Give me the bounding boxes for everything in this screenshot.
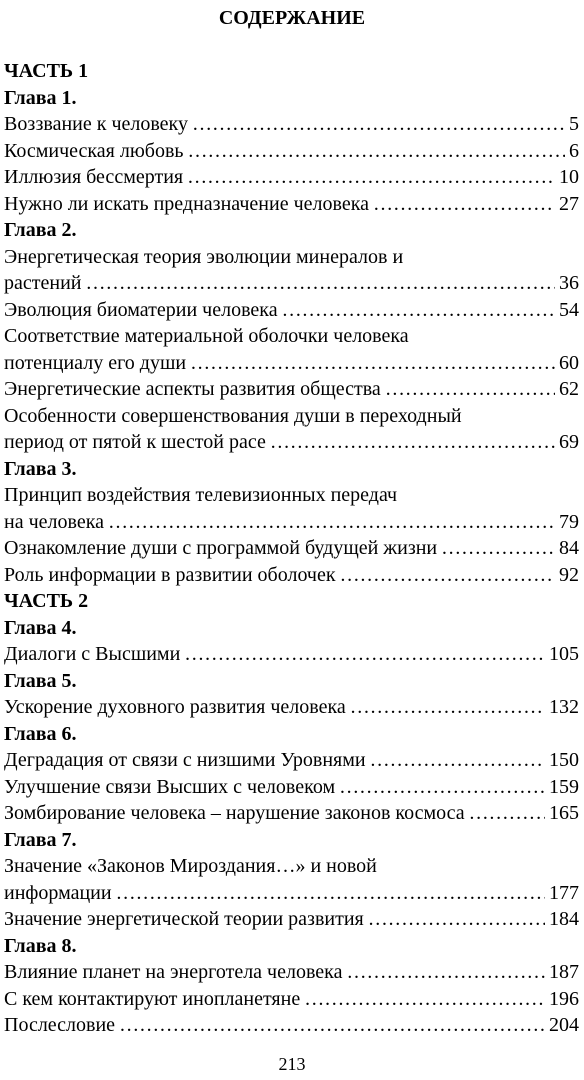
toc-entry-title: Зомбирование человека – нарушение законов космоса bbox=[4, 802, 465, 824]
dot-leader bbox=[282, 297, 555, 324]
toc-heading: Глава 5. bbox=[4, 669, 77, 692]
toc-entry-title: Эволюция биоматерии человека bbox=[4, 298, 278, 321]
toc-entry-line: Энергетическая теория эволюции минералов и bbox=[4, 245, 404, 268]
toc-heading: Глава 6. bbox=[4, 722, 77, 745]
page-number: 213 bbox=[278, 1054, 306, 1074]
toc-heading: ЧАСТЬ 1 bbox=[4, 60, 89, 82]
toc-entry-page: 92 bbox=[559, 563, 579, 586]
dot-leader bbox=[385, 376, 555, 403]
toc-heading: Глава 7. bbox=[4, 828, 77, 851]
dot-leader bbox=[119, 1012, 545, 1039]
toc-heading: Глава 1. bbox=[4, 86, 77, 109]
toc-entry-page: 27 bbox=[559, 192, 579, 215]
dot-leader bbox=[373, 191, 555, 218]
toc-entry-page: 62 bbox=[559, 378, 579, 400]
toc-entry-title: информации bbox=[4, 881, 112, 904]
toc-entry bbox=[4, 986, 579, 1013]
toc-entry bbox=[4, 535, 579, 562]
dot-leader bbox=[184, 641, 545, 668]
toc-entry-title: Ознакомление души с программой будущей жизни bbox=[4, 537, 438, 559]
dot-leader bbox=[304, 986, 545, 1013]
toc-entry-title: период от пятой к шестой расе bbox=[4, 431, 266, 453]
toc-entry-line: Особенности совершенствования души в переходный bbox=[4, 404, 462, 427]
toc-entry-page: 187 bbox=[549, 961, 579, 983]
toc-entry-page: 5 bbox=[569, 113, 579, 135]
toc-entry-title: Влияние планет на энерготела человека bbox=[4, 961, 343, 983]
dot-leader bbox=[350, 694, 545, 721]
dot-leader bbox=[270, 429, 555, 456]
dot-leader bbox=[190, 350, 555, 377]
toc-entry bbox=[4, 164, 579, 191]
dot-leader bbox=[346, 959, 545, 986]
toc-entry-page: 184 bbox=[549, 908, 579, 930]
toc-heading: Глава 4. bbox=[4, 616, 77, 639]
toc-heading: Глава 2. bbox=[4, 219, 77, 241]
toc-entry-title: Иллюзия бессмертия bbox=[4, 166, 184, 188]
dot-leader bbox=[370, 747, 545, 774]
toc-entry bbox=[4, 1012, 579, 1039]
toc-entry-title: Послесловие bbox=[4, 1014, 116, 1036]
toc-entry bbox=[4, 959, 579, 986]
toc-entry-title: Роль информации в развитии оболочек bbox=[4, 563, 336, 586]
toc-entry-title: Энергетические аспекты развития общества bbox=[4, 378, 381, 400]
toc-entry-page: 69 bbox=[559, 431, 579, 453]
toc-entry bbox=[4, 906, 579, 933]
toc-entry-line: Соответствие материальной оболочки человека bbox=[4, 325, 409, 347]
toc-entry-page: 204 bbox=[549, 1014, 579, 1036]
toc-entry bbox=[4, 880, 579, 907]
toc-entry bbox=[4, 774, 579, 801]
toc-entry bbox=[4, 138, 579, 165]
dot-leader bbox=[116, 880, 545, 907]
toc-heading: Глава 8. bbox=[4, 934, 77, 957]
toc-entry bbox=[4, 270, 579, 297]
toc-entry bbox=[4, 429, 579, 456]
dot-leader bbox=[108, 509, 555, 536]
toc-entry bbox=[4, 509, 579, 536]
toc-entry-page: 177 bbox=[549, 881, 579, 904]
toc-entry-page: 196 bbox=[549, 987, 579, 1010]
toc-entry bbox=[4, 694, 579, 721]
toc-entry bbox=[4, 191, 579, 218]
dot-leader bbox=[340, 562, 555, 589]
toc-entry-title: Космическая любовь bbox=[4, 139, 184, 162]
toc-entry bbox=[4, 111, 579, 138]
toc-entry-page: 159 bbox=[549, 775, 579, 798]
dot-leader bbox=[339, 774, 545, 801]
toc-entry bbox=[4, 641, 579, 668]
toc-entry-title: Ускорение духовного развития человека bbox=[4, 696, 346, 718]
toc-entry-title: Воззвание к человеку bbox=[4, 113, 188, 135]
toc-entry-title: потенциалу его души bbox=[4, 351, 187, 374]
toc-entry-page: 84 bbox=[559, 537, 579, 559]
toc-entry-line: Принцип воздействия телевизионных передач bbox=[4, 484, 398, 506]
toc-entry-page: 6 bbox=[569, 139, 579, 162]
toc-entry bbox=[4, 297, 579, 324]
toc-entry-title: Нужно ли искать предназначение человека bbox=[4, 192, 369, 215]
toc-entry bbox=[4, 562, 579, 589]
toc-entry-page: 105 bbox=[549, 643, 579, 665]
dot-leader bbox=[187, 164, 555, 191]
toc-entry-page: 132 bbox=[549, 696, 579, 718]
toc-entry-line: Значение «Законов Мироздания…» и новой bbox=[4, 855, 377, 877]
toc-entry-page: 60 bbox=[559, 351, 579, 374]
toc-heading: Глава 3. bbox=[4, 457, 77, 480]
dot-leader bbox=[368, 906, 545, 933]
page-title: СОДЕРЖАНИЕ bbox=[218, 7, 366, 29]
dot-leader bbox=[188, 138, 565, 165]
dot-leader bbox=[192, 111, 565, 138]
toc-entry-title: Значение энергетической теории развития bbox=[4, 908, 364, 930]
toc-entry-page: 150 bbox=[549, 749, 579, 771]
table-of-contents bbox=[4, 58, 579, 1039]
toc-entry-page: 54 bbox=[559, 298, 579, 321]
toc-entry-title: С кем контактируют инопланетяне bbox=[4, 987, 301, 1010]
toc-heading: ЧАСТЬ 2 bbox=[4, 590, 89, 612]
toc-entry-title: Улучшение связи Высших с человеком bbox=[4, 775, 336, 798]
toc-entry bbox=[4, 747, 579, 774]
toc-entry-page: 165 bbox=[549, 802, 579, 824]
toc-entry bbox=[4, 350, 579, 377]
toc-entry-title: на человека bbox=[4, 510, 104, 533]
toc-entry-title: Диалоги с Высшими bbox=[4, 643, 181, 665]
toc-entry-page: 79 bbox=[559, 510, 579, 533]
toc-entry-page: 36 bbox=[559, 272, 579, 294]
toc-entry bbox=[4, 800, 579, 827]
dot-leader bbox=[441, 535, 555, 562]
dot-leader bbox=[469, 800, 545, 827]
dot-leader bbox=[85, 270, 555, 297]
toc-entry bbox=[4, 376, 579, 403]
toc-entry-title: растений bbox=[4, 272, 82, 294]
toc-entry-page: 10 bbox=[559, 166, 579, 188]
toc-entry-title: Деградация от связи с низшими Уровнями bbox=[4, 749, 366, 771]
